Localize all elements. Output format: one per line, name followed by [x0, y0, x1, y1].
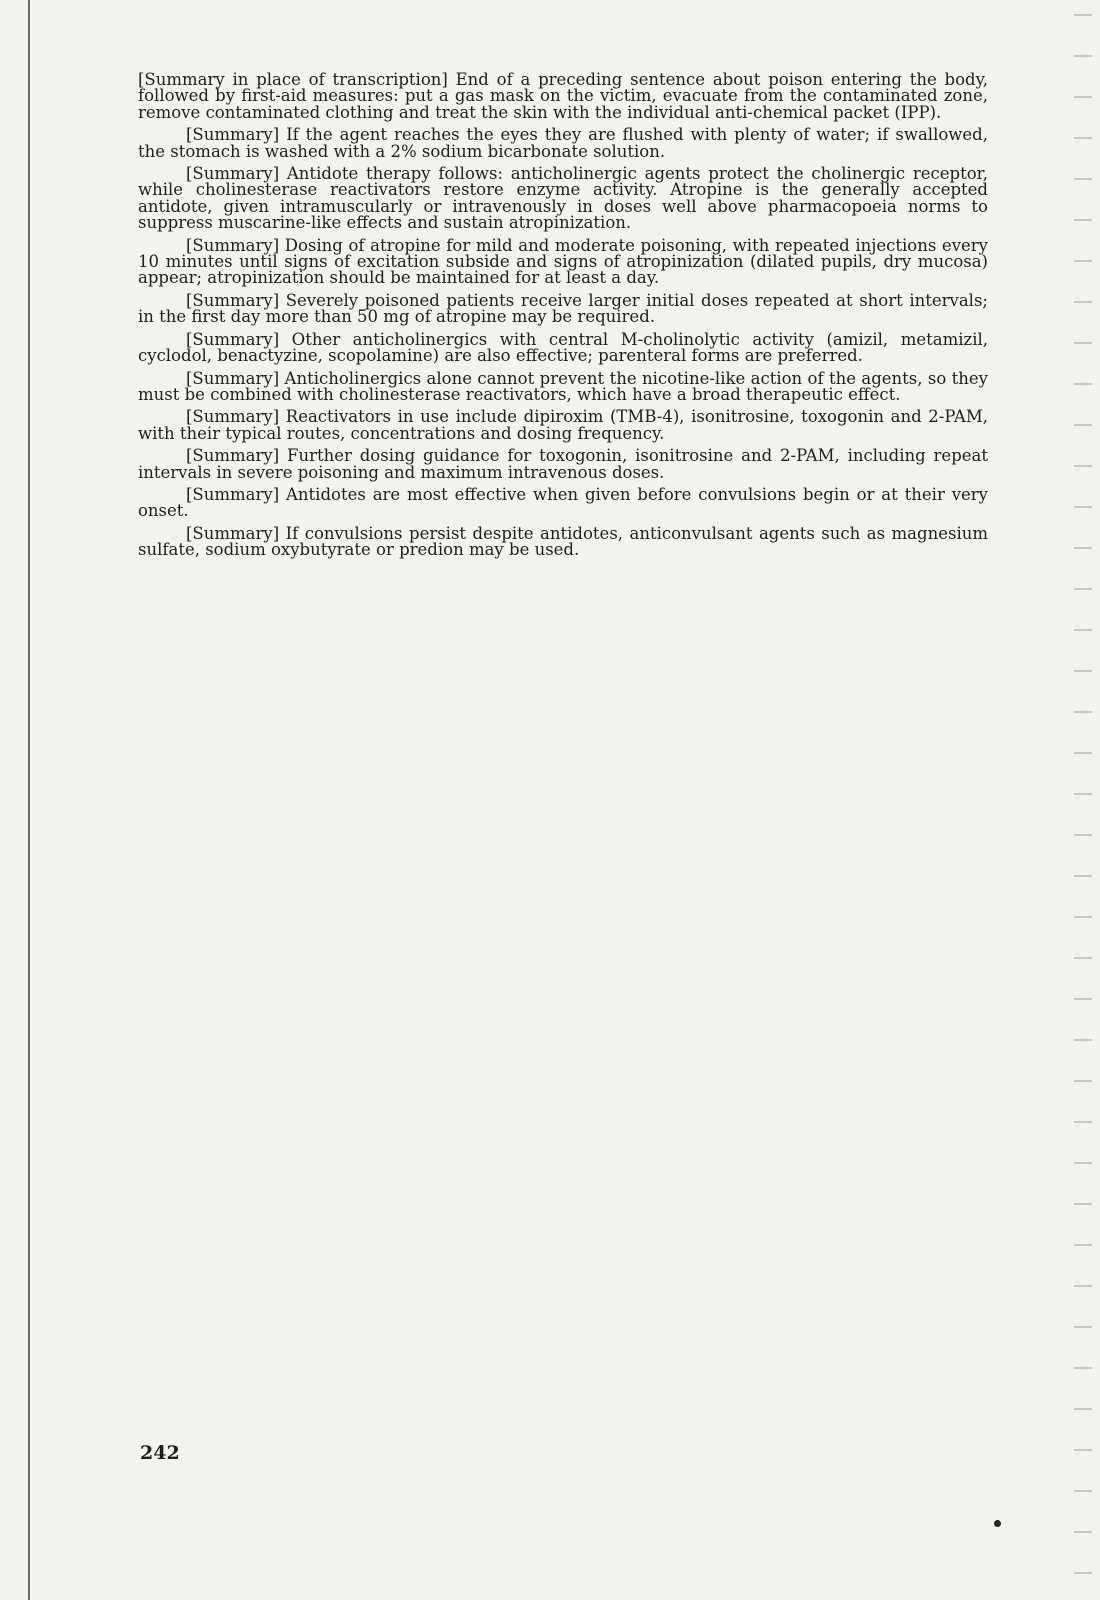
scan-dot-mark: [994, 1520, 1001, 1527]
page-number: 242: [140, 1442, 180, 1464]
paragraph: [Summary] Further dosing guidance for toxogonin, isonitrosine and 2-PAM, including repeat intervals in severe poisoning and maximum intravenous doses.: [138, 446, 988, 482]
paragraph: [Summary] Antidotes are most effective when given before convulsions begin or at their very onset.: [138, 484, 988, 521]
paragraph: [Summary] Antidote therapy follows: anticholinergic agents protect the cholinergic receptor, while cholinesterase reactivators restore enzyme activity. Atropine is the generally accepted antidote, given intramuscularly or intravenously in doses well above pharmacopoeia norms to suppress muscarine-like effects and sustain atropinization.: [138, 164, 988, 233]
paragraph: [Summary] Reactivators in use include dipiroxim (TMB-4), isonitrosine, toxogonin and 2-PAM, with their typical routes, concentrations and dosing frequency.: [138, 407, 988, 443]
paragraph: [Summary in place of transcription] End of a preceding sentence about poison entering the body, followed by first-aid measures: put a gas mask on the victim, evacuate from the contaminated zone, remove contaminated clothing and treat the skin with the individual anti-chemical packet (IPP).: [138, 70, 988, 122]
paragraph: [Summary] Dosing of atropine for mild and moderate poisoning, with repeated injections every 10 minutes until signs of excitation subside and signs of atropinization (dilated pupils, dry mucosa) appear; atropinization should be maintained for at least a day.: [138, 235, 988, 288]
paragraph: [Summary] Severely poisoned patients receive larger initial doses repeated at short intervals; in the first day more than 50 mg of atropine may be required.: [138, 290, 988, 327]
paragraph: [Summary] If convulsions persist despite antidotes, anticonvulsant agents such as magnesium sulfate, sodium oxybutyrate or predion may be used.: [138, 523, 988, 560]
binding-edge-line: [28, 0, 30, 1600]
paragraph: [Summary] Anticholinergics alone cannot prevent the nicotine-like action of the agents, so they must be combined with cholinesterase reactivators, which have a broad therapeutic effect.: [138, 368, 988, 404]
paragraph: [Summary] Other anticholinergics with central M-cholinolytic activity (amizil, metamizil, cyclodol, benactyzine, scopolamine) are also effective; parenteral forms are preferred.: [138, 329, 988, 366]
body-text: [138, 72, 988, 565]
paragraph: [Summary] If the agent reaches the eyes they are flushed with plenty of water; if swallowed, the stomach is washed with a 2% sodium bicarbonate solution.: [138, 125, 988, 161]
scan-edge-artifacts: [1074, 0, 1092, 1600]
